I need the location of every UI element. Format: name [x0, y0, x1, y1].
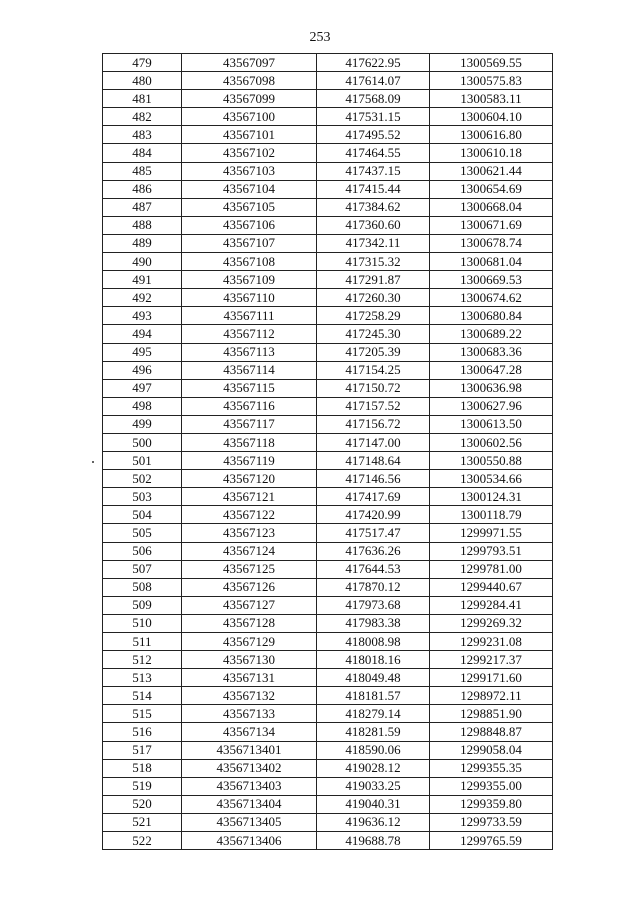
y-coordinate-cell: 1300550.88 — [430, 452, 553, 470]
table-row — [103, 687, 553, 705]
x-coordinate-cell: 417258.29 — [317, 307, 430, 325]
row-number-cell: 501 — [103, 452, 182, 470]
row-number-cell: 510 — [103, 614, 182, 632]
x-coordinate-cell: 417146.56 — [317, 470, 430, 488]
table-row — [103, 452, 553, 470]
point-id-cell: 43567111 — [182, 307, 317, 325]
point-id-cell: 43567117 — [182, 415, 317, 433]
point-id-cell: 43567097 — [182, 54, 317, 72]
x-coordinate-cell: 417148.64 — [317, 452, 430, 470]
y-coordinate-cell: 1300671.69 — [430, 216, 553, 234]
table-row — [103, 723, 553, 741]
table-row — [103, 614, 553, 632]
table-row — [103, 234, 553, 252]
y-coordinate-cell: 1300610.18 — [430, 144, 553, 162]
table-row — [103, 506, 553, 524]
row-number-cell: 480 — [103, 72, 182, 90]
table-row — [103, 651, 553, 669]
y-coordinate-cell: 1300534.66 — [430, 470, 553, 488]
table-row — [103, 759, 553, 777]
x-coordinate-cell: 418181.57 — [317, 687, 430, 705]
point-id-cell: 43567119 — [182, 452, 317, 470]
x-coordinate-cell: 418590.06 — [317, 741, 430, 759]
point-id-cell: 43567103 — [182, 162, 317, 180]
x-coordinate-cell: 417360.60 — [317, 216, 430, 234]
table-row — [103, 162, 553, 180]
row-number-cell: 514 — [103, 687, 182, 705]
point-id-cell: 43567132 — [182, 687, 317, 705]
table-row — [103, 777, 553, 795]
point-id-cell: 43567108 — [182, 253, 317, 271]
y-coordinate-cell: 1300627.96 — [430, 397, 553, 415]
table-row — [103, 470, 553, 488]
x-coordinate-cell: 417437.15 — [317, 162, 430, 180]
row-number-cell: 503 — [103, 488, 182, 506]
row-number-cell: 493 — [103, 307, 182, 325]
table-row — [103, 144, 553, 162]
x-coordinate-cell: 417636.26 — [317, 542, 430, 560]
table-row — [103, 542, 553, 560]
x-coordinate-cell: 417983.38 — [317, 614, 430, 632]
y-coordinate-cell: 1298972.11 — [430, 687, 553, 705]
y-coordinate-cell: 1300647.28 — [430, 361, 553, 379]
x-coordinate-cell: 419033.25 — [317, 777, 430, 795]
x-coordinate-cell: 417157.52 — [317, 397, 430, 415]
y-coordinate-cell: 1300118.79 — [430, 506, 553, 524]
y-coordinate-cell: 1298848.87 — [430, 723, 553, 741]
y-coordinate-cell: 1300583.11 — [430, 90, 553, 108]
row-number-cell: 497 — [103, 379, 182, 397]
x-coordinate-cell: 417495.52 — [317, 126, 430, 144]
point-id-cell: 43567126 — [182, 578, 317, 596]
table-row — [103, 271, 553, 289]
row-number-cell: 484 — [103, 144, 182, 162]
point-id-cell: 43567100 — [182, 108, 317, 126]
point-id-cell: 43567118 — [182, 433, 317, 451]
x-coordinate-cell: 417568.09 — [317, 90, 430, 108]
table-row — [103, 578, 553, 596]
point-id-cell: 43567127 — [182, 596, 317, 614]
row-number-cell: 505 — [103, 524, 182, 542]
point-id-cell: 43567114 — [182, 361, 317, 379]
x-coordinate-cell: 417870.12 — [317, 578, 430, 596]
point-id-cell: 43567113 — [182, 343, 317, 361]
x-coordinate-cell: 417260.30 — [317, 289, 430, 307]
table-row — [103, 90, 553, 108]
y-coordinate-cell: 1300604.10 — [430, 108, 553, 126]
y-coordinate-cell: 1300668.04 — [430, 198, 553, 216]
x-coordinate-cell: 418279.14 — [317, 705, 430, 723]
y-coordinate-cell: 1300681.04 — [430, 253, 553, 271]
x-coordinate-cell: 417205.39 — [317, 343, 430, 361]
x-coordinate-cell: 419040.31 — [317, 795, 430, 813]
point-id-cell: 43567098 — [182, 72, 317, 90]
y-coordinate-cell: 1300680.84 — [430, 307, 553, 325]
x-coordinate-cell: 417150.72 — [317, 379, 430, 397]
y-coordinate-cell: 1299971.55 — [430, 524, 553, 542]
row-number-cell: 495 — [103, 343, 182, 361]
row-number-cell: 521 — [103, 813, 182, 831]
x-coordinate-cell: 417384.62 — [317, 198, 430, 216]
row-number-cell: 504 — [103, 506, 182, 524]
x-coordinate-cell: 417245.30 — [317, 325, 430, 343]
table-row — [103, 560, 553, 578]
point-id-cell: 43567121 — [182, 488, 317, 506]
row-number-cell: 492 — [103, 289, 182, 307]
table-row — [103, 198, 553, 216]
table-row — [103, 325, 553, 343]
x-coordinate-cell: 418049.48 — [317, 669, 430, 687]
table-row — [103, 343, 553, 361]
point-id-cell: 43567120 — [182, 470, 317, 488]
table-row — [103, 669, 553, 687]
table-row — [103, 741, 553, 759]
point-id-cell: 4356713401 — [182, 741, 317, 759]
row-number-cell: 490 — [103, 253, 182, 271]
y-coordinate-cell: 1299269.32 — [430, 614, 553, 632]
y-coordinate-cell: 1300689.22 — [430, 325, 553, 343]
y-coordinate-cell: 1299781.00 — [430, 560, 553, 578]
row-number-cell: 496 — [103, 361, 182, 379]
row-number-cell: 482 — [103, 108, 182, 126]
point-id-cell: 43567129 — [182, 633, 317, 651]
table-row — [103, 289, 553, 307]
point-id-cell: 43567115 — [182, 379, 317, 397]
y-coordinate-cell: 1300683.36 — [430, 343, 553, 361]
point-id-cell: 43567123 — [182, 524, 317, 542]
row-number-cell: 488 — [103, 216, 182, 234]
y-coordinate-cell: 1299355.35 — [430, 759, 553, 777]
y-coordinate-cell: 1300569.55 — [430, 54, 553, 72]
y-coordinate-cell: 1300654.69 — [430, 180, 553, 198]
row-number-cell: 481 — [103, 90, 182, 108]
point-id-cell: 43567125 — [182, 560, 317, 578]
y-coordinate-cell: 1300575.83 — [430, 72, 553, 90]
y-coordinate-cell: 1299765.59 — [430, 832, 553, 850]
x-coordinate-cell: 417156.72 — [317, 415, 430, 433]
row-number-cell: 507 — [103, 560, 182, 578]
table-row — [103, 307, 553, 325]
point-id-cell: 43567110 — [182, 289, 317, 307]
table-row — [103, 705, 553, 723]
row-number-cell: 515 — [103, 705, 182, 723]
x-coordinate-cell: 417291.87 — [317, 271, 430, 289]
table-row — [103, 524, 553, 542]
y-coordinate-cell: 1299793.51 — [430, 542, 553, 560]
x-coordinate-cell: 417517.47 — [317, 524, 430, 542]
table-row — [103, 397, 553, 415]
table-row — [103, 108, 553, 126]
y-coordinate-cell: 1299171.60 — [430, 669, 553, 687]
x-coordinate-cell: 417622.95 — [317, 54, 430, 72]
table-row — [103, 180, 553, 198]
y-coordinate-cell: 1300616.80 — [430, 126, 553, 144]
row-number-cell: 506 — [103, 542, 182, 560]
y-coordinate-cell: 1299440.67 — [430, 578, 553, 596]
table-row — [103, 795, 553, 813]
x-coordinate-cell: 418281.59 — [317, 723, 430, 741]
point-id-cell: 4356713402 — [182, 759, 317, 777]
table-row — [103, 596, 553, 614]
stray-dot-mark — [92, 461, 94, 463]
x-coordinate-cell: 419028.12 — [317, 759, 430, 777]
x-coordinate-cell: 417973.68 — [317, 596, 430, 614]
x-coordinate-cell: 417614.07 — [317, 72, 430, 90]
x-coordinate-cell: 417342.11 — [317, 234, 430, 252]
y-coordinate-cell: 1300621.44 — [430, 162, 553, 180]
page-number: 253 — [309, 30, 331, 45]
row-number-cell: 517 — [103, 741, 182, 759]
point-id-cell: 43567131 — [182, 669, 317, 687]
row-number-cell: 522 — [103, 832, 182, 850]
point-id-cell: 43567107 — [182, 234, 317, 252]
point-id-cell: 43567109 — [182, 271, 317, 289]
row-number-cell: 511 — [103, 633, 182, 651]
y-coordinate-cell: 1300636.98 — [430, 379, 553, 397]
row-number-cell: 498 — [103, 397, 182, 415]
point-id-cell: 43567105 — [182, 198, 317, 216]
y-coordinate-cell: 1299058.04 — [430, 741, 553, 759]
point-id-cell: 43567130 — [182, 651, 317, 669]
point-id-cell: 4356713404 — [182, 795, 317, 813]
row-number-cell: 509 — [103, 596, 182, 614]
y-coordinate-cell: 1300674.62 — [430, 289, 553, 307]
row-number-cell: 491 — [103, 271, 182, 289]
row-number-cell: 485 — [103, 162, 182, 180]
row-number-cell: 494 — [103, 325, 182, 343]
table-row — [103, 253, 553, 271]
table-row — [103, 415, 553, 433]
point-id-cell: 43567124 — [182, 542, 317, 560]
point-id-cell: 4356713406 — [182, 832, 317, 850]
row-number-cell: 489 — [103, 234, 182, 252]
x-coordinate-cell: 417147.00 — [317, 433, 430, 451]
table-row — [103, 633, 553, 651]
x-coordinate-cell: 417531.15 — [317, 108, 430, 126]
x-coordinate-cell: 417315.32 — [317, 253, 430, 271]
table-row — [103, 54, 553, 72]
y-coordinate-cell: 1298851.90 — [430, 705, 553, 723]
row-number-cell: 516 — [103, 723, 182, 741]
y-coordinate-cell: 1300602.56 — [430, 433, 553, 451]
row-number-cell: 483 — [103, 126, 182, 144]
row-number-cell: 508 — [103, 578, 182, 596]
row-number-cell: 502 — [103, 470, 182, 488]
row-number-cell: 500 — [103, 433, 182, 451]
row-number-cell: 519 — [103, 777, 182, 795]
point-id-cell: 43567104 — [182, 180, 317, 198]
y-coordinate-cell: 1300669.53 — [430, 271, 553, 289]
x-coordinate-cell: 417420.99 — [317, 506, 430, 524]
point-id-cell: 43567134 — [182, 723, 317, 741]
point-id-cell: 43567112 — [182, 325, 317, 343]
y-coordinate-cell: 1300124.31 — [430, 488, 553, 506]
point-id-cell: 43567102 — [182, 144, 317, 162]
x-coordinate-cell: 417417.69 — [317, 488, 430, 506]
point-id-cell: 43567101 — [182, 126, 317, 144]
point-id-cell: 43567133 — [182, 705, 317, 723]
table-row — [103, 72, 553, 90]
row-number-cell: 479 — [103, 54, 182, 72]
row-number-cell: 518 — [103, 759, 182, 777]
point-id-cell: 43567128 — [182, 614, 317, 632]
x-coordinate-cell: 419636.12 — [317, 813, 430, 831]
coordinates-table — [102, 53, 553, 850]
row-number-cell: 512 — [103, 651, 182, 669]
table-row — [103, 126, 553, 144]
point-id-cell: 43567122 — [182, 506, 317, 524]
point-id-cell: 4356713405 — [182, 813, 317, 831]
table-body — [103, 54, 553, 850]
row-number-cell: 487 — [103, 198, 182, 216]
table-row — [103, 433, 553, 451]
y-coordinate-cell: 1299217.37 — [430, 651, 553, 669]
point-id-cell: 4356713403 — [182, 777, 317, 795]
table-row — [103, 379, 553, 397]
y-coordinate-cell: 1299284.41 — [430, 596, 553, 614]
point-id-cell: 43567116 — [182, 397, 317, 415]
table-row — [103, 216, 553, 234]
row-number-cell: 513 — [103, 669, 182, 687]
x-coordinate-cell: 417154.25 — [317, 361, 430, 379]
table-row — [103, 832, 553, 850]
x-coordinate-cell: 419688.78 — [317, 832, 430, 850]
table-row — [103, 361, 553, 379]
row-number-cell: 499 — [103, 415, 182, 433]
row-number-cell: 486 — [103, 180, 182, 198]
x-coordinate-cell: 417644.53 — [317, 560, 430, 578]
x-coordinate-cell: 418018.16 — [317, 651, 430, 669]
y-coordinate-cell: 1299231.08 — [430, 633, 553, 651]
x-coordinate-cell: 418008.98 — [317, 633, 430, 651]
row-number-cell: 520 — [103, 795, 182, 813]
y-coordinate-cell: 1300678.74 — [430, 234, 553, 252]
table-row — [103, 488, 553, 506]
y-coordinate-cell: 1299733.59 — [430, 813, 553, 831]
point-id-cell: 43567099 — [182, 90, 317, 108]
y-coordinate-cell: 1300613.50 — [430, 415, 553, 433]
x-coordinate-cell: 417415.44 — [317, 180, 430, 198]
y-coordinate-cell: 1299355.00 — [430, 777, 553, 795]
point-id-cell: 43567106 — [182, 216, 317, 234]
table-row — [103, 813, 553, 831]
x-coordinate-cell: 417464.55 — [317, 144, 430, 162]
y-coordinate-cell: 1299359.80 — [430, 795, 553, 813]
